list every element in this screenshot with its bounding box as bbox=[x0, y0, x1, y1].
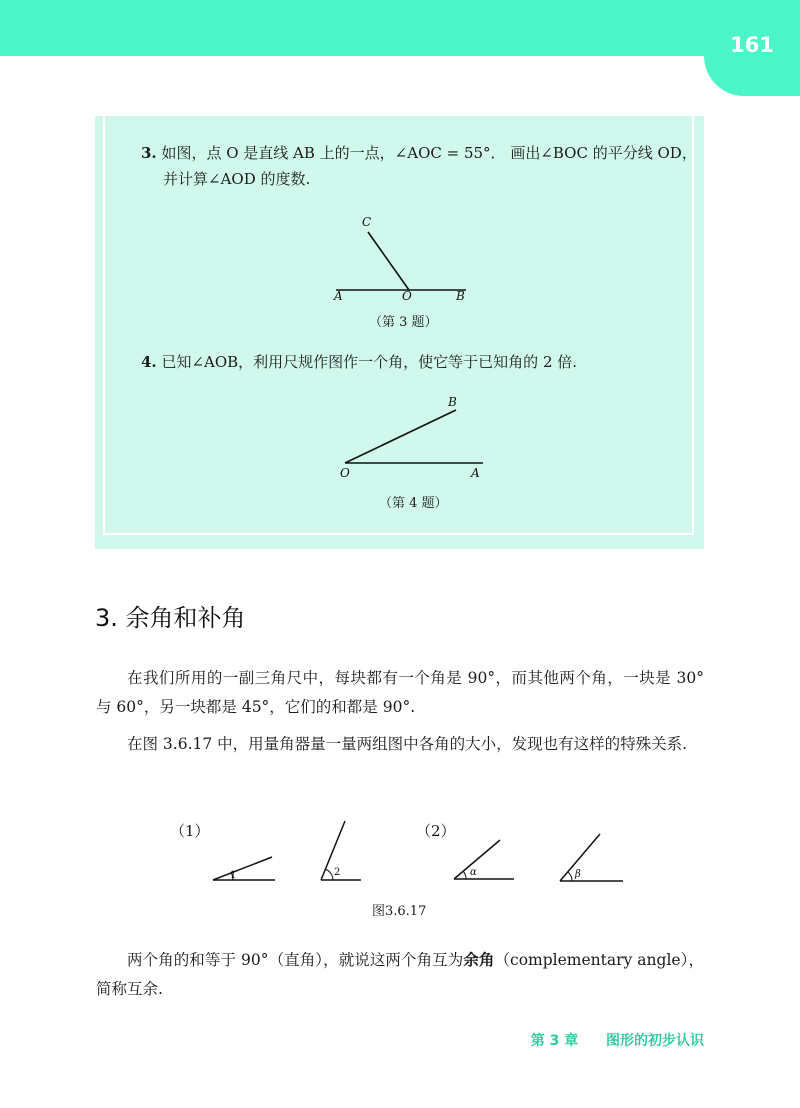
figure-label-1: （1） bbox=[170, 822, 210, 840]
angle-2-ray bbox=[321, 821, 345, 880]
paragraph-2: 在图 3.6.17 中，用量角器量一量两组图中各角的大小，发现也有这样的特殊关系. bbox=[127, 735, 688, 753]
label-a: A bbox=[471, 466, 480, 480]
label-b: B bbox=[456, 289, 465, 303]
ray-oc bbox=[368, 232, 409, 290]
problem-3-text-1: 如图，点 O 是直线 AB 上的一点，∠AOC = 55°． 画出∠BOC 的平分线 OD， bbox=[161, 144, 697, 162]
problem-4-caption: （第 4 题） bbox=[379, 496, 448, 511]
figure-label-2: （2） bbox=[416, 822, 456, 840]
problem-3-line1 bbox=[141, 140, 697, 166]
angle-1-label: 1 bbox=[230, 870, 237, 881]
label-o: O bbox=[340, 466, 350, 480]
section-heading: 3. 余角和补角 bbox=[95, 604, 246, 632]
angle-beta-label: β bbox=[575, 869, 581, 880]
angle-alpha-arc bbox=[463, 871, 466, 879]
problem-3-line2: 并计算∠AOD 的度数. bbox=[163, 170, 311, 188]
problem-4-number: 4. bbox=[141, 353, 157, 371]
ray-ob bbox=[345, 410, 456, 463]
problem-3-number: 3. bbox=[141, 144, 157, 162]
label-b: B bbox=[448, 395, 457, 409]
paragraph-3-text-1: 两个角的和等于 90°（直角），就说这两个角互为 bbox=[127, 951, 464, 969]
paragraph-3-text-2: （complementary angle），简称互余. bbox=[96, 951, 704, 998]
label-a: A bbox=[334, 289, 343, 303]
term-complementary: 余角 bbox=[463, 951, 495, 969]
label-c: C bbox=[362, 215, 372, 229]
page-number: 161 bbox=[704, 0, 800, 96]
problem-3 bbox=[141, 140, 697, 192]
label-o: O bbox=[402, 289, 412, 303]
problem-3-figure bbox=[320, 210, 490, 310]
problem-4 bbox=[141, 349, 577, 375]
figure-caption: 图3.6.17 bbox=[372, 904, 427, 919]
angle-2-arc bbox=[325, 869, 333, 880]
paragraph-1: 在我们所用的一副三角尺中，每块都有一个角是 90°，而其他两个角，一块是 30° 与 60°，另一块都是 45°，它们的和都是 90°. bbox=[96, 669, 704, 716]
angle-beta-arc bbox=[568, 872, 572, 881]
footer-chapter: 第 3 章 bbox=[530, 1033, 579, 1049]
angle-1-ray bbox=[213, 857, 272, 880]
paragraph-3 bbox=[96, 946, 704, 1004]
angle-alpha-ray bbox=[454, 840, 500, 879]
problem-4-text: 已知∠AOB，利用尺规作图作一个角，使它等于已知角的 2 倍. bbox=[161, 353, 578, 371]
problem-3-caption: （第 3 题） bbox=[369, 315, 438, 330]
footer-title: 图形的初步认识 bbox=[606, 1033, 704, 1049]
angle-alpha-label: α bbox=[470, 867, 477, 878]
problem-4-figure bbox=[330, 392, 500, 482]
angle-2-label: 2 bbox=[334, 867, 341, 878]
header-band bbox=[0, 0, 800, 56]
figure-3-6-17 bbox=[200, 815, 640, 895]
footer bbox=[531, 1030, 704, 1050]
